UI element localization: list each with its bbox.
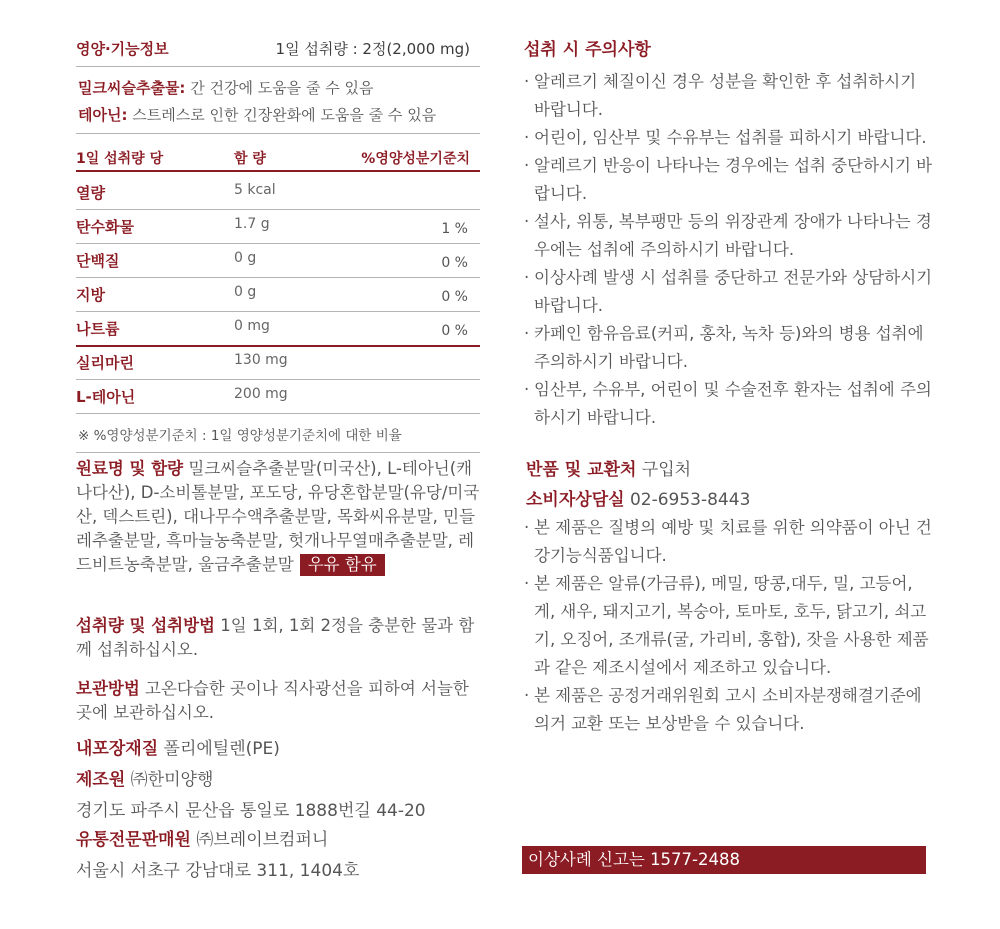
ingredients-label: 원료명 및 함량 xyxy=(76,459,184,478)
distributor-address: 서울시 서초구 강남대로 311, 1404호 xyxy=(76,861,360,881)
nutrient-name: L-테아닌 xyxy=(76,388,136,406)
packaging-text: 폴리에틸렌(PE) xyxy=(158,739,280,759)
caution-item: · 알레르기 반응이 나타나는 경우에는 섭취 중단하시기 바랍니다. xyxy=(524,152,934,208)
header-serving: 1일 섭취량 당 xyxy=(76,151,164,167)
function-claim xyxy=(78,104,436,125)
caution-item: · 어린이, 임산부 및 수유부는 섭취를 피하시기 바랍니다. xyxy=(524,124,934,152)
notice-item: · 본 제품은 질병의 예방 및 치료를 위한 의약품이 아닌 건강기능식품입니다. xyxy=(524,514,938,570)
caution-title: 섭취 시 주의사항 xyxy=(524,40,651,60)
function-text: 스트레스로 인한 긴장완화에 도움을 줄 수 있음 xyxy=(127,106,437,124)
nutrient-name: 나트륨 xyxy=(76,320,120,338)
returns-value: 구입처 xyxy=(636,460,692,480)
consumer-center-block xyxy=(526,485,750,510)
manufacturer-block xyxy=(76,765,213,790)
returns-label: 반품 및 교환처 xyxy=(526,460,637,480)
divider xyxy=(76,133,480,134)
packaging-block xyxy=(76,734,280,759)
consumer-center-phone: 02-6953-8443 xyxy=(624,490,751,510)
table-row xyxy=(76,379,480,413)
nutrient-percent: 1 % xyxy=(441,221,468,237)
intake-label: 섭취량 및 섭취방법 xyxy=(76,616,216,635)
caution-item: · 이상사례 발생 시 섭취를 중단하고 전문가와 상담하시기 바랍니다. xyxy=(524,264,934,320)
table-row xyxy=(76,277,480,311)
nutrient-percent: 0 % xyxy=(441,255,468,271)
nutrient-percent: 0 % xyxy=(441,323,468,339)
nutrient-amount: 0 g xyxy=(234,284,257,300)
caution-item: · 카페인 함유음료(커피, 홍차, 녹차 등)와의 병용 섭취에 주의하시기 바랍니다. xyxy=(524,320,934,376)
notice-item: · 본 제품은 공정거래위원회 고시 소비자분쟁해결기준에 의거 교환 또는 보상받을 수 있습니다. xyxy=(524,682,938,738)
manufacturer-address: 경기도 파주시 문산읍 통일로 1888번길 44-20 xyxy=(76,801,426,821)
table-row xyxy=(76,311,480,345)
distributor-block xyxy=(76,825,328,850)
table-row xyxy=(76,175,480,209)
intake-text: 1일 1회, 1회 2정을 충분한 물과 함께 섭취하십시오. xyxy=(76,616,475,659)
storage-block xyxy=(76,677,482,725)
storage-label: 보관방법 xyxy=(76,679,140,698)
nutrition-header xyxy=(76,38,480,58)
nutrient-name: 실리마린 xyxy=(76,354,134,372)
storage-text: 고온다습한 곳이나 직사광선을 피하여 서늘한 곳에 보관하십시오. xyxy=(76,679,469,722)
ingredients-block xyxy=(76,457,482,577)
caution-item: · 설사, 위통, 복부팽만 등의 위장관계 장애가 나타나는 경우에는 섭취에 주의하시기 바랍니다. xyxy=(524,208,934,264)
manufacturer-name: ㈜한미양행 xyxy=(125,770,214,790)
caution-item: · 임산부, 수유부, 어린이 및 수술전후 환자는 섭취에 주의하시기 바랍니다. xyxy=(524,376,934,432)
notice-item: · 본 제품은 알류(가금류), 메밀, 땅콩,대두, 밀, 고등어, 게, 새우, 돼지고기, 복숭아, 토마토, 호두, 닭고기, 쇠고기, 오징어, 조개류(굴, 가리비, 홍합), 잣을 사용한 제품과 같은 제조시설에서 제조하고 있습니다. xyxy=(524,570,938,682)
nutrient-amount: 5 kcal xyxy=(234,182,276,198)
distributor-label: 유통전문판매원 xyxy=(76,830,191,850)
function-name: 밀크씨슬추출물: xyxy=(78,79,186,97)
nutrient-amount: 130 mg xyxy=(234,352,288,368)
nutrient-amount: 1.7 g xyxy=(234,216,270,232)
divider xyxy=(76,452,480,453)
notice-list xyxy=(524,514,938,738)
nutrient-name: 열량 xyxy=(76,184,105,202)
nutrient-percent: 0 % xyxy=(441,289,468,305)
nutrition-title: 영양·기능정보 xyxy=(76,40,169,58)
divider xyxy=(76,66,480,67)
table-row xyxy=(76,345,480,379)
daily-value-footnote: ※ %영양성분기준치 : 1일 영양성분기준치에 대한 비율 xyxy=(78,428,402,444)
adverse-event-report-banner: 이상사례 신고는 1577-2488 xyxy=(522,846,926,874)
function-name: 테아닌: xyxy=(78,106,128,124)
manufacturer-label: 제조원 xyxy=(76,770,126,790)
nutrient-name: 탄수화물 xyxy=(76,218,134,236)
caution-list xyxy=(524,68,934,432)
divider xyxy=(76,413,480,414)
intake-block xyxy=(76,614,482,662)
nutrient-amount: 0 mg xyxy=(234,318,270,334)
function-claim xyxy=(78,77,373,98)
nutrient-amount: 200 mg xyxy=(234,386,288,402)
header-daily-value: %영양성분기준치 xyxy=(361,151,470,167)
nutrient-name: 단백질 xyxy=(76,252,120,270)
table-header-divider xyxy=(76,170,480,172)
allergen-badge: 우유 함유 xyxy=(300,554,385,576)
caution-item: · 알레르기 체질이신 경우 성분을 확인한 후 섭취하시기 바랍니다. xyxy=(524,68,934,124)
table-row xyxy=(76,209,480,243)
consumer-center-label: 소비자상담실 xyxy=(526,490,625,510)
returns-block xyxy=(526,455,691,480)
serving-size: 1일 섭취량 : 2정(2,000 mg) xyxy=(275,40,470,58)
distributor-name: ㈜브레이브컴퍼니 xyxy=(190,830,329,850)
function-text: 간 건강에 도움을 줄 수 있음 xyxy=(185,79,374,97)
packaging-label: 내포장재질 xyxy=(76,739,159,759)
table-row xyxy=(76,243,480,277)
nutrient-name: 지방 xyxy=(76,286,105,304)
nutrient-amount: 0 g xyxy=(234,250,257,266)
ingredients-text: 밀크씨슬추출분말(미국산), L-테아닌(캐나다산), D-소비톨분말, 포도당, 유당혼합분말(유당/미국산, 덱스트린), 대나무수액추출분말, 목화씨유분말, 민들레추출분말, 흑마늘농축분말, 헛개나무열매추출분말, 레드비트농축분말, 울금추출분말 xyxy=(76,459,480,574)
header-amount: 함 량 xyxy=(234,151,266,167)
